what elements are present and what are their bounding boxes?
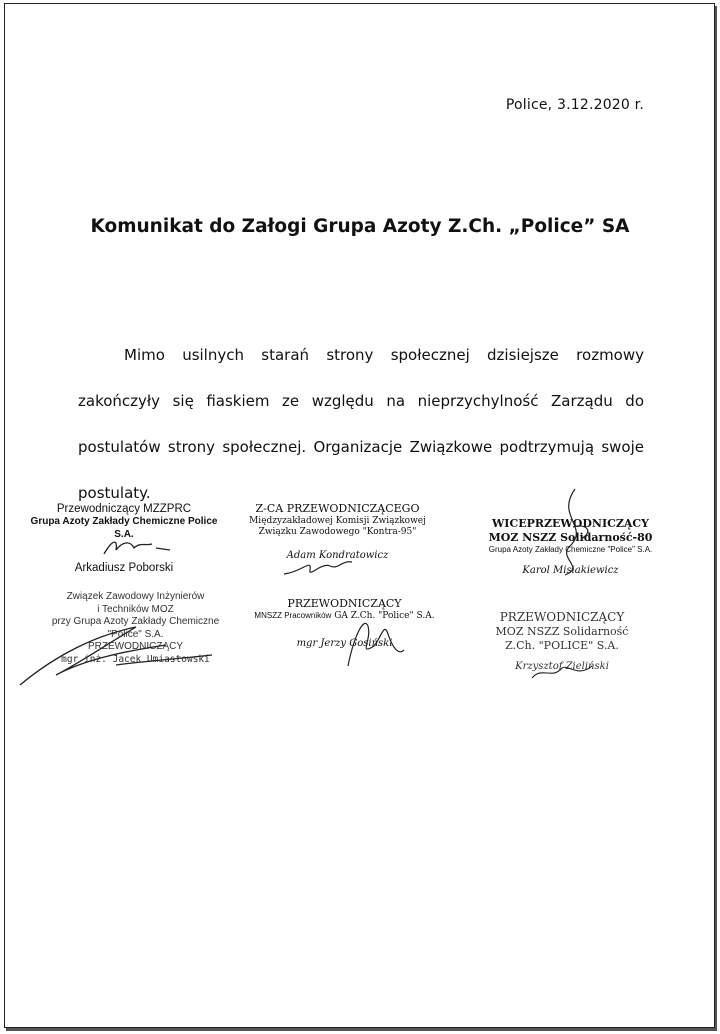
stamp-line: Związku Zawodowego "Kontra-95" (258, 527, 417, 537)
body-paragraph: Mimo usilnych starań strony społecznej dzisiejsze rozmowy zakończyły się fiaskiem ze względu na nieprzychylność Zarządu do postulatów strony społecznej. Organizacje Związkowe podtrzymują swoje postulaty. (78, 346, 644, 502)
stamp-name: Krzysztof Zieliński (515, 660, 609, 672)
stamp-line: PRZEWODNICZĄCY (499, 610, 625, 624)
stamp-name: Arkadiusz Poborski (74, 562, 174, 575)
stamp-line: Przewodniczący MZZPRC (56, 503, 192, 515)
stamp-line: GA Z.Ch. "Police" S.A. (334, 610, 435, 621)
stamp-line: PRZEWODNICZĄCY (287, 597, 402, 610)
document-title: Komunikat do Załogi Grupa Azoty Z.Ch. „Police” SA (90, 216, 630, 237)
stamp-line: MOZ NSZZ Solidarność (495, 625, 629, 638)
stamp-line: MOZ NSZZ Solidarność-80 (488, 530, 653, 544)
document-date: Police, 3.12.2020 r. (505, 97, 644, 113)
stamp-name: Karol Misiakiewicz (522, 564, 619, 576)
handwritten-signature (338, 606, 408, 680)
stamp-name: mgr Jerzy Gosiński (296, 638, 393, 649)
stamp-line: Z-CA PRZEWODNICZĄCEGO (255, 502, 420, 515)
handwritten-signature (545, 487, 605, 581)
stamp-line: WICEPRZEWODNICZĄCY (491, 517, 650, 530)
handwritten-signature (100, 536, 180, 564)
handwritten-signature (16, 615, 216, 691)
stamp-line: Międzyzakładowej Komisji Związkowej (249, 515, 426, 526)
stamp-line: "Police" S.A. (107, 628, 164, 640)
stamp-line: Grupa Azoty Zakłady Chemiczne Police S.A. (30, 516, 218, 540)
stamp-line: Z.Ch. "POLICE" S.A. (505, 638, 619, 652)
stamp-line: MNSZZ Pracowników (254, 610, 332, 620)
stamp-line: przy Grupa Azoty Zakłady Chemiczne (51, 616, 220, 627)
stamp-line: i Techników MOZ (97, 603, 174, 615)
stamp-line: Grupa Azoty Zakłady Chemiczne "Police" S.A. (488, 544, 653, 554)
stamp-line: Związek Zawodowy Inżynierów (66, 591, 205, 602)
handwritten-signature (528, 660, 598, 688)
stamp-name: mgr inż. Jacek Umiastowski (61, 653, 210, 665)
stamp-name: Adam Kondratowicz (286, 550, 389, 562)
handwritten-signature (282, 552, 362, 586)
stamp-line: PRZEWODNICZĄCY (88, 641, 183, 652)
